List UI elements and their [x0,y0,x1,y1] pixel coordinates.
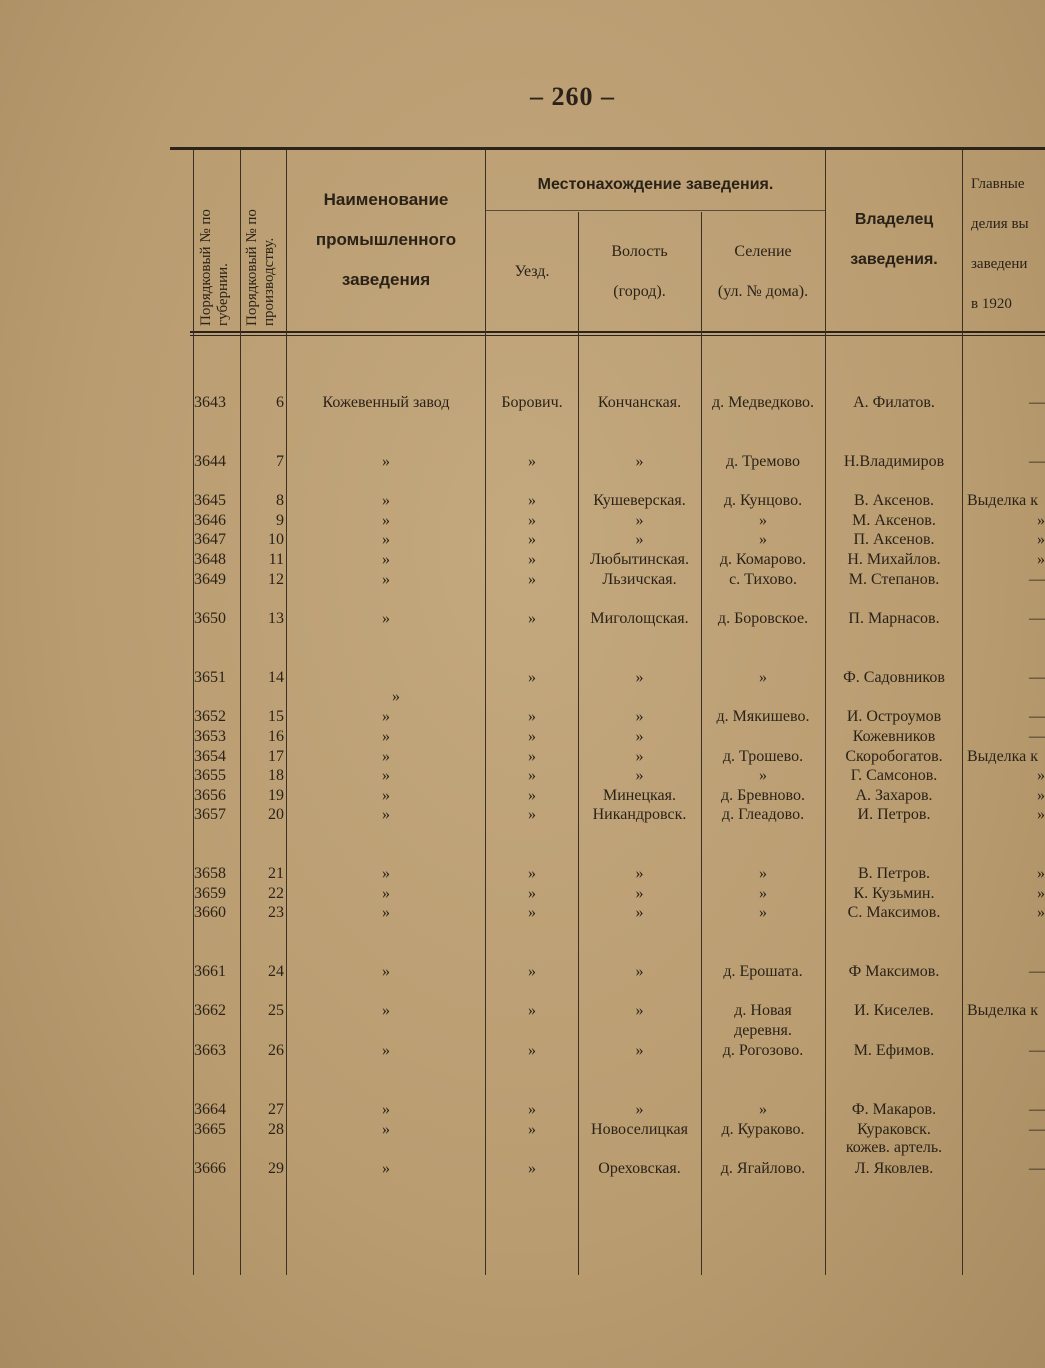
header-col1: Порядковый № по губернии. [198,209,231,326]
header-col8-line4: в 1920 [971,296,1012,312]
cell-selo: с. Тихово. [729,571,797,588]
cell-selo: д. Мякишево. [716,708,810,725]
cell-uezd: » [528,865,536,882]
cell-n1: 3657 [194,806,226,823]
cell-uezd: » [528,806,536,823]
cell-prod: — [1029,610,1045,627]
cell-prod: » [1037,767,1045,784]
cell-uezd: » [528,1002,536,1019]
cell-name: » [382,806,390,823]
cell-selo: д. Глеадово. [721,806,805,823]
cell-volost: Никандровск. [592,806,687,823]
cell-n2: 15 [268,708,284,725]
cell-n2: 22 [268,885,284,902]
cell-selo: » [759,865,767,882]
cell-n1: 3651 [194,669,226,686]
cell-name: » [382,531,390,548]
cell-n2: 23 [268,904,284,921]
cell-owner: М. Ефимов. [853,1042,935,1059]
cell-volost: Минецкая. [602,787,676,804]
cell-uezd: » [528,492,536,509]
cell-prod: » [1037,787,1045,804]
cell-owner: С. Максимов. [847,904,941,921]
cell-name: » [382,767,390,784]
header-col7-line1: Владелец [854,211,934,228]
cell-owner: Н.Владимиров [843,453,945,470]
cell-n1: 3659 [194,885,226,902]
cell-name: » [382,551,390,568]
cell-n2: 26 [268,1042,284,1059]
header-col3 [288,190,484,290]
header-col7 [825,210,963,269]
cell-volost: Любытинская. [590,551,689,568]
cell-name: » [382,728,390,745]
header-col8-line1: Главные [971,176,1025,192]
cell-name: » [382,748,390,765]
cell-uezd: » [528,571,536,588]
cell-uezd: » [528,551,536,568]
cell-selo: д. Ягайлово. [720,1160,806,1177]
cell-n2: 11 [268,551,284,568]
cell-n1: 3654 [194,748,226,765]
header-col8 [963,175,1045,313]
cell-n2: 16 [268,728,284,745]
cell-n2: 7 [276,453,284,470]
cell-selo: д. Трошево. [722,748,804,765]
cell-owner: В. Петров. [857,865,931,882]
cell-prod: — [1029,1121,1045,1138]
cell-selo: » [759,904,767,921]
cell-selo: » [759,531,767,548]
cell-owner: Н. Михайлов. [847,551,941,568]
cell-name: » [382,512,390,529]
cell-uezd: » [528,748,536,765]
cell-prod: — [1029,963,1045,980]
cell-volost: » [635,512,644,529]
cell-name: » [382,787,390,804]
cell-n2: 25 [268,1002,284,1019]
cell-n2: 28 [268,1121,284,1138]
cell-prod: » [1037,904,1045,921]
cell-uezd: » [528,1160,536,1177]
cell-selo: д. Медведково. [711,394,815,411]
cell-n2: 6 [276,394,284,411]
cell-uezd: » [528,767,536,784]
header-col4: Уезд. [514,263,550,280]
cell-owner: И. Киселев. [854,1002,934,1019]
cell-owner: Л. Яковлев. [854,1160,934,1177]
cell-n1: 3662 [194,1002,226,1019]
cell-volost: » [635,531,644,548]
header-col2: Порядковый № по производству. [244,209,277,326]
cell-n1: 3660 [194,904,226,921]
header-col6-line2: (ул. № дома). [717,283,809,300]
header-col8-line2: делия вы [971,216,1029,232]
header-col5-line1: Волость [611,243,668,260]
cell-uezd: Борович. [501,394,563,411]
cell-n1: 3664 [194,1101,226,1118]
cell-n2: 20 [268,806,284,823]
cell-n1: 3645 [194,492,226,509]
cell-prod: Выделка к [967,492,1039,509]
cell-name: » [382,1121,390,1138]
header-col6 [701,242,825,301]
cell-owner: Г. Самсонов. [850,767,938,784]
cell-owner: Кожевников [852,728,936,745]
cell-owner: Кураковск. [857,1121,931,1138]
cell-n2: 21 [268,865,284,882]
cell-volost: » [635,1101,644,1118]
cell-prod: Выделка к [967,748,1039,765]
cell-uezd: » [528,1101,536,1118]
cell-volost: Льзичская. [602,571,677,588]
row-3662-selo-cont: деревня. [734,1022,792,1039]
cell-prod: — [1029,453,1045,470]
cell-selo: » [759,512,767,529]
cell-uezd: » [528,904,536,921]
cell-name: » [382,610,390,627]
cell-owner: М. Аксенов. [852,512,936,529]
cell-owner: Ф. Садовников [843,669,945,686]
cell-prod: » [1037,865,1045,882]
cell-selo: д. Новая [734,1002,792,1019]
cell-volost: Новоселицкая [591,1121,688,1138]
cell-owner: Скоробогатов. [845,748,943,765]
cell-selo: д. Боровское. [717,610,809,627]
cell-n2: 9 [276,512,284,529]
cell-selo: д. Кураково. [721,1121,805,1138]
cell-name: Кожевенный завод [322,394,450,411]
cell-owner: А. Филатов. [853,394,935,411]
header-col5-line2: (город). [613,283,666,300]
cell-volost: » [635,865,644,882]
cell-name: » [382,904,390,921]
cell-uezd: » [528,1042,536,1059]
cell-volost: » [635,708,644,725]
cell-volost: Миголощская. [590,610,689,627]
cell-selo: » [759,669,767,686]
cell-n2: 14 [268,669,284,686]
cell-name: » [382,1160,390,1177]
cell-name: » [382,963,390,980]
cell-n2: 10 [268,531,284,548]
header-location-group: Местонахождение заведения. [537,176,774,193]
cell-n1: 3643 [194,394,226,411]
cell-uezd: » [528,453,536,470]
header-col3-line3: заведения [341,270,431,289]
cell-name: » [382,885,390,902]
table-top-rule [170,147,1045,150]
cell-volost: » [635,453,644,470]
cell-prod: — [1029,708,1045,725]
cell-n1: 3665 [194,1121,226,1138]
header-col3-line1: Наименование [323,190,449,209]
cell-owner: П. Марнасов. [848,610,940,627]
cell-n1: 3666 [194,1160,226,1177]
cell-prod: — [1029,1042,1045,1059]
header-col6-line1: Селение [734,243,792,260]
cell-uezd: » [528,531,536,548]
cell-owner: Ф Максимов. [848,963,940,980]
cell-prod: » [1037,885,1045,902]
cell-uezd: » [528,669,536,686]
cell-owner: А. Захаров. [855,787,933,804]
cell-owner: Ф. Макаров. [851,1101,937,1118]
cell-selo: » [759,885,767,902]
cell-selo: д. Ерошата. [723,963,803,980]
cell-n1: 3647 [194,531,226,548]
cell-n1: 3655 [194,767,226,784]
cell-uezd: » [528,512,536,529]
cell-n1: 3653 [194,728,226,745]
cell-volost: » [635,1002,644,1019]
cell-n1: 3646 [194,512,226,529]
cell-prod: » [1037,531,1045,548]
cell-volost: » [635,963,644,980]
cell-n1: 3648 [194,551,226,568]
cell-volost: » [635,767,644,784]
cell-uezd: » [528,1121,536,1138]
cell-n2: 12 [268,571,284,588]
cell-prod: — [1029,394,1045,411]
header-bottom-rule-2 [190,335,1045,336]
cell-volost: Ореховская. [598,1160,681,1177]
cell-uezd: » [528,610,536,627]
cell-selo: д. Рогозово. [722,1042,804,1059]
cell-n2: 13 [268,610,284,627]
cell-name: » [382,708,390,725]
cell-selo: д. Кунцово. [723,492,803,509]
cell-volost: » [635,1042,644,1059]
cell-prod: — [1029,728,1045,745]
cell-n1: 3663 [194,1042,226,1059]
cell-name: » [382,1002,390,1019]
cell-prod: Выделка к [967,1002,1039,1019]
cell-n1: 3644 [194,453,226,470]
header-bottom-rule [190,331,1045,333]
location-group-rule [486,210,825,211]
cell-prod: » [1037,551,1045,568]
cell-uezd: » [528,728,536,745]
cell-n2: 18 [268,767,284,784]
cell-owner: В. Аксенов. [853,492,935,509]
cell-selo: д. Тремово [726,453,800,470]
cell-volost: Кушеверская. [593,492,686,509]
cell-n1: 3656 [194,787,226,804]
cell-volost: » [635,885,644,902]
cell-selo: » [759,1101,767,1118]
cell-n2: 17 [268,748,284,765]
cell-owner: П. Аксенов. [853,531,935,548]
cell-prod: » [1037,806,1045,823]
cell-n1: 3658 [194,865,226,882]
cell-owner: И. Петров. [857,806,931,823]
cell-prod: — [1029,669,1045,686]
cell-owner: И. Остроумов [846,708,942,725]
cell-name: » [382,571,390,588]
cell-volost: » [635,904,644,921]
col-rule-1 [240,150,241,1275]
cell-n2: 29 [268,1160,284,1177]
cell-owner: М. Степанов. [848,571,940,588]
row-3665-owner-cont: кожев. артель. [845,1139,943,1156]
cell-uezd: » [528,963,536,980]
cell-prod: — [1029,571,1045,588]
cell-n1: 3650 [194,610,226,627]
cell-uezd: » [528,708,536,725]
cell-name: » [382,453,390,470]
cell-uezd: » [528,885,536,902]
cell-name: » [382,1042,390,1059]
cell-n2: 27 [268,1101,284,1118]
cell-n1: 3661 [194,963,226,980]
row-3651-mark: » [392,688,400,705]
cell-prod: » [1037,512,1045,529]
page-number: – 260 – [530,82,615,111]
cell-volost: » [635,728,644,745]
cell-n2: 19 [268,787,284,804]
header-col7-line2: заведения. [850,251,938,268]
header-col8-line3: заведени [971,256,1028,272]
cell-name: » [382,1101,390,1118]
header-col5 [578,242,701,301]
cell-n1: 3649 [194,571,226,588]
cell-selo: » [759,767,767,784]
cell-prod: — [1029,1101,1045,1118]
cell-volost: Кончанская. [597,394,682,411]
header-col3-line2: промышленного [315,230,457,249]
cell-selo: д. Бревново. [721,787,805,804]
cell-prod: — [1029,1160,1045,1177]
cell-volost: » [635,669,644,686]
cell-owner: К. Кузьмин. [853,885,935,902]
cell-selo: д. Комарово. [719,551,807,568]
cell-n2: 8 [276,492,284,509]
cell-name: » [382,492,390,509]
cell-uezd: » [528,787,536,804]
cell-n2: 24 [268,963,284,980]
col-rule-2 [286,150,287,1275]
cell-n1: 3652 [194,708,226,725]
cell-name: » [382,865,390,882]
cell-volost: » [635,748,644,765]
